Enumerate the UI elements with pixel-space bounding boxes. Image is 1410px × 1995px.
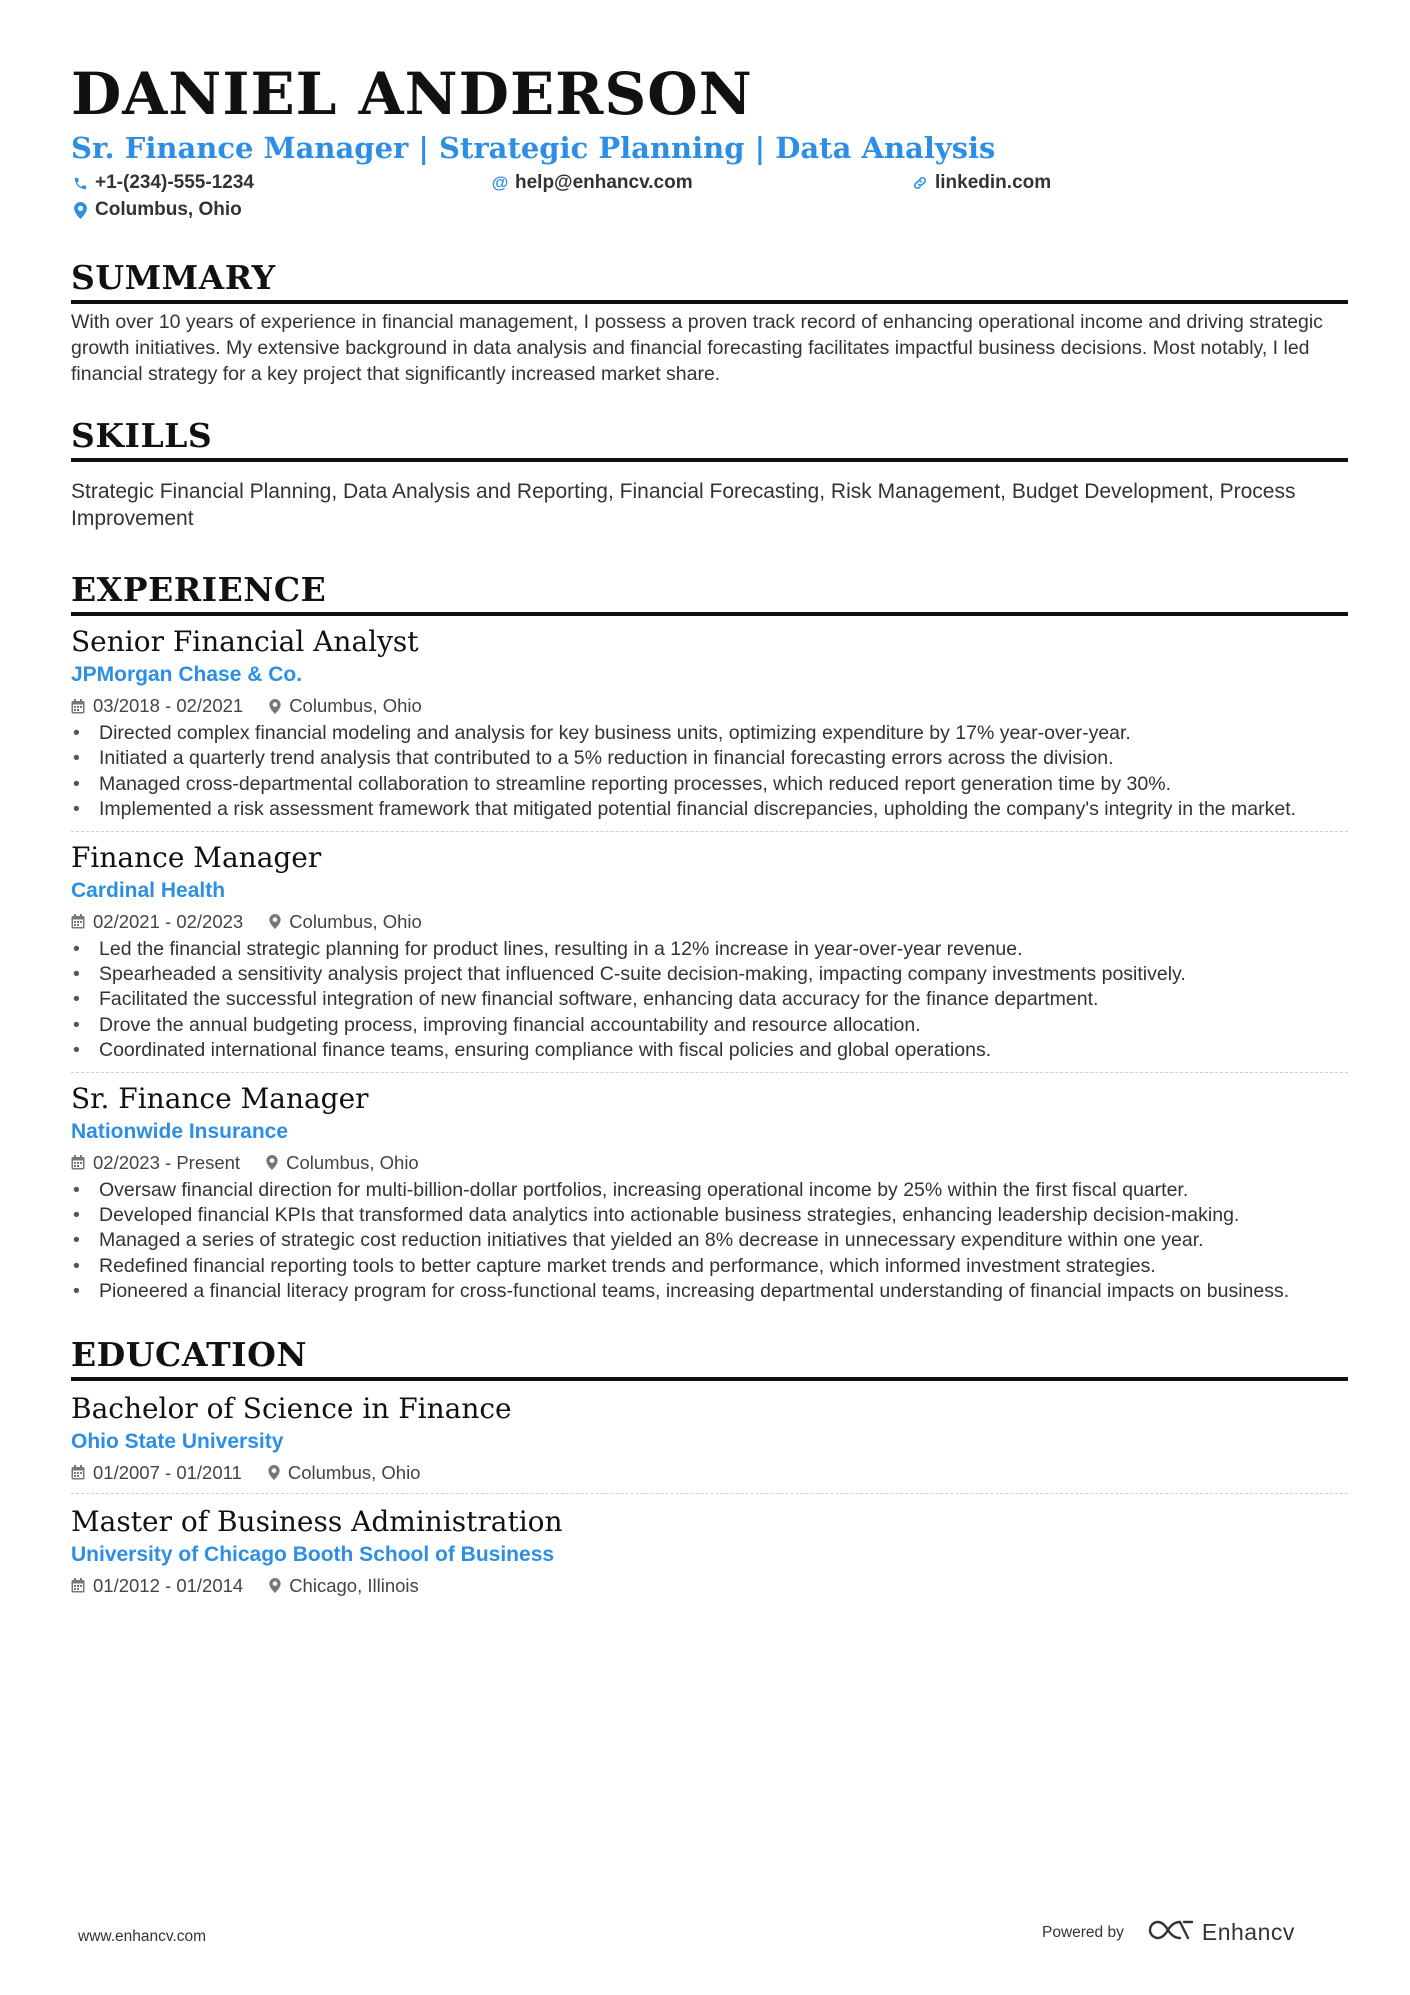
- job-dates: 03/2018 - 02/2021: [93, 695, 244, 716]
- degree-title: Master of Business Administration: [71, 1504, 563, 1538]
- location-pin-icon: [71, 202, 89, 219]
- contact-linkedin[interactable]: [911, 170, 1051, 196]
- education-entry: [71, 1494, 1348, 1606]
- location-pin-icon: [269, 699, 281, 714]
- location-text: Columbus, Ohio: [95, 199, 242, 220]
- job-meta: [71, 908, 1348, 936]
- phone-text: +1-(234)-555-1234: [95, 172, 254, 193]
- company-name: Cardinal Health: [71, 878, 226, 902]
- location-pin-icon: [268, 1465, 280, 1480]
- phone-icon: [71, 176, 89, 191]
- summary-section: [71, 258, 1348, 387]
- calendar-icon: [71, 1465, 85, 1480]
- skills-title: SKILLS: [71, 416, 1348, 462]
- experience-title: EXPERIENCE: [71, 570, 1348, 616]
- job-location: Columbus, Ohio: [289, 910, 422, 932]
- education-location: Chicago, Illinois: [289, 1574, 419, 1596]
- linkedin-text: linkedin.com: [935, 172, 1052, 193]
- summary-title: SUMMARY: [71, 258, 1348, 304]
- calendar-icon: [71, 914, 85, 929]
- location-pin-icon: [269, 1578, 281, 1593]
- list-item: • Spearheaded a sensitivity analysis project that influenced C-suite decision-making, impacting company investments positively.: [71, 962, 1348, 987]
- education-title: EDUCATION: [71, 1335, 1348, 1381]
- email-text: help@enhancv.com: [515, 172, 693, 193]
- job-dates: 02/2021 - 02/2023: [93, 910, 244, 932]
- location-pin-icon: [269, 914, 281, 929]
- list-item: • Led the financial strategic planning for product lines, resulting in a 12% increase in year-over-year revenue.: [71, 937, 1348, 962]
- location-pin-icon: [266, 1155, 278, 1170]
- contact-location: [71, 197, 242, 223]
- education-location: Columbus, Ohio: [287, 1461, 421, 1483]
- job-title: Senior Financial Analyst: [71, 625, 419, 658]
- experience-section: [71, 570, 1348, 1313]
- skills-text: Strategic Financial Planning, Data Analysis and Reporting, Financial Forecasting, Risk Management, Budget Development, Process Improvement: [71, 480, 1296, 530]
- brand-name: Enhancv: [1201, 1919, 1295, 1945]
- list-item: • Directed complex financial modeling and analysis for key business units, optimizing expenditure by 17% year-over-year.: [71, 721, 1348, 746]
- experience-entry: [71, 832, 1348, 1073]
- powered-by-label: Powered by: [1042, 1923, 1124, 1941]
- list-item: • Coordinated international finance teams, ensuring compliance with fiscal policies and global operations.: [71, 1038, 1348, 1063]
- company-name: Nationwide Insurance: [71, 1119, 289, 1143]
- link-icon: [911, 175, 929, 191]
- contact-email[interactable]: [491, 170, 693, 196]
- list-item: • Facilitated the successful integration of new financial software, enhancing data accuracy for the finance department.: [71, 987, 1348, 1012]
- calendar-icon: [71, 699, 85, 714]
- job-dates: 02/2023 - Present: [93, 1151, 241, 1173]
- job-bullets: [71, 721, 1348, 823]
- school-name: University of Chicago Booth School of Business: [71, 1542, 555, 1566]
- education-section: [71, 1335, 1348, 1606]
- calendar-icon: [71, 1578, 85, 1593]
- job-location: Columbus, Ohio: [289, 695, 422, 716]
- list-item: • Drove the annual budgeting process, improving financial accountability and resource allocation.: [71, 1013, 1348, 1038]
- job-bullets: [71, 1178, 1348, 1305]
- footer-branding[interactable]: [1042, 1918, 1295, 1947]
- list-item: • Managed a series of strategic cost reduction initiatives that yielded an 8% decrease in unnecessary expenditure within one year.: [71, 1228, 1348, 1253]
- enhancv-logo-icon: [1148, 1918, 1194, 1947]
- experience-entry: [71, 616, 1348, 832]
- education-meta: [71, 1572, 1348, 1600]
- list-item: • Redefined financial reporting tools to better capture market trends and performance, which informed investment strategies.: [71, 1254, 1348, 1279]
- resume-page: [71, 60, 1348, 1606]
- list-item: • Managed cross-departmental collaboration to streamline reporting processes, which reduced report generation time by 30%.: [71, 772, 1348, 797]
- calendar-icon: [71, 1155, 85, 1170]
- education-dates: 01/2012 - 01/2014: [93, 1574, 244, 1596]
- footer-website[interactable]: www.enhancv.com: [78, 1928, 207, 1945]
- summary-text: With over 10 years of experience in financial management, I possess a proven track record of enhancing operational income and driving strategic growth initiatives. My extensive background in data analysis and financial forecasting facilitates impactful business decisions. Most notably, I led financial strategy for a key project that significantly increased market share.: [71, 311, 1323, 385]
- candidate-name: DANIEL ANDERSON: [71, 60, 753, 128]
- list-item: • Initiated a quarterly trend analysis that contributed to a 5% reduction in financial forecasting errors across the division.: [71, 746, 1348, 771]
- experience-entry: [71, 1073, 1348, 1313]
- list-item: • Developed financial KPIs that transformed data analytics into actionable business strategies, enhancing leadership decision-making.: [71, 1203, 1348, 1228]
- contact-phone[interactable]: [71, 170, 254, 196]
- school-name: Ohio State University: [71, 1429, 284, 1453]
- job-bullets: [71, 937, 1348, 1064]
- job-meta: [71, 692, 1348, 720]
- job-title: Sr. Finance Manager: [71, 1081, 369, 1115]
- contact-info: [71, 170, 1348, 228]
- list-item: • Oversaw financial direction for multi-billion-dollar portfolios, increasing operational income by 25% within the first fiscal quarter.: [71, 1178, 1348, 1203]
- education-entry: [71, 1381, 1348, 1494]
- at-icon: @: [491, 173, 509, 192]
- degree-title: Bachelor of Science in Finance: [71, 1391, 512, 1425]
- job-meta: [71, 1149, 1348, 1177]
- education-dates: 01/2007 - 01/2011: [93, 1461, 242, 1483]
- job-title: Finance Manager: [71, 840, 322, 874]
- job-location: Columbus, Ohio: [286, 1151, 419, 1173]
- company-name: JPMorgan Chase & Co.: [71, 663, 303, 686]
- list-item: • Implemented a risk assessment framework that mitigated potential financial discrepancies, upholding the company's integrity in the market.: [71, 797, 1348, 822]
- list-item: • Pioneered a financial literacy program for cross-functional teams, increasing departmental understanding of financial impacts on business.: [71, 1279, 1348, 1304]
- skills-section: [71, 416, 1348, 532]
- education-meta: [71, 1459, 1348, 1487]
- candidate-headline: Sr. Finance Manager | Strategic Planning | Data Analysis: [71, 131, 996, 165]
